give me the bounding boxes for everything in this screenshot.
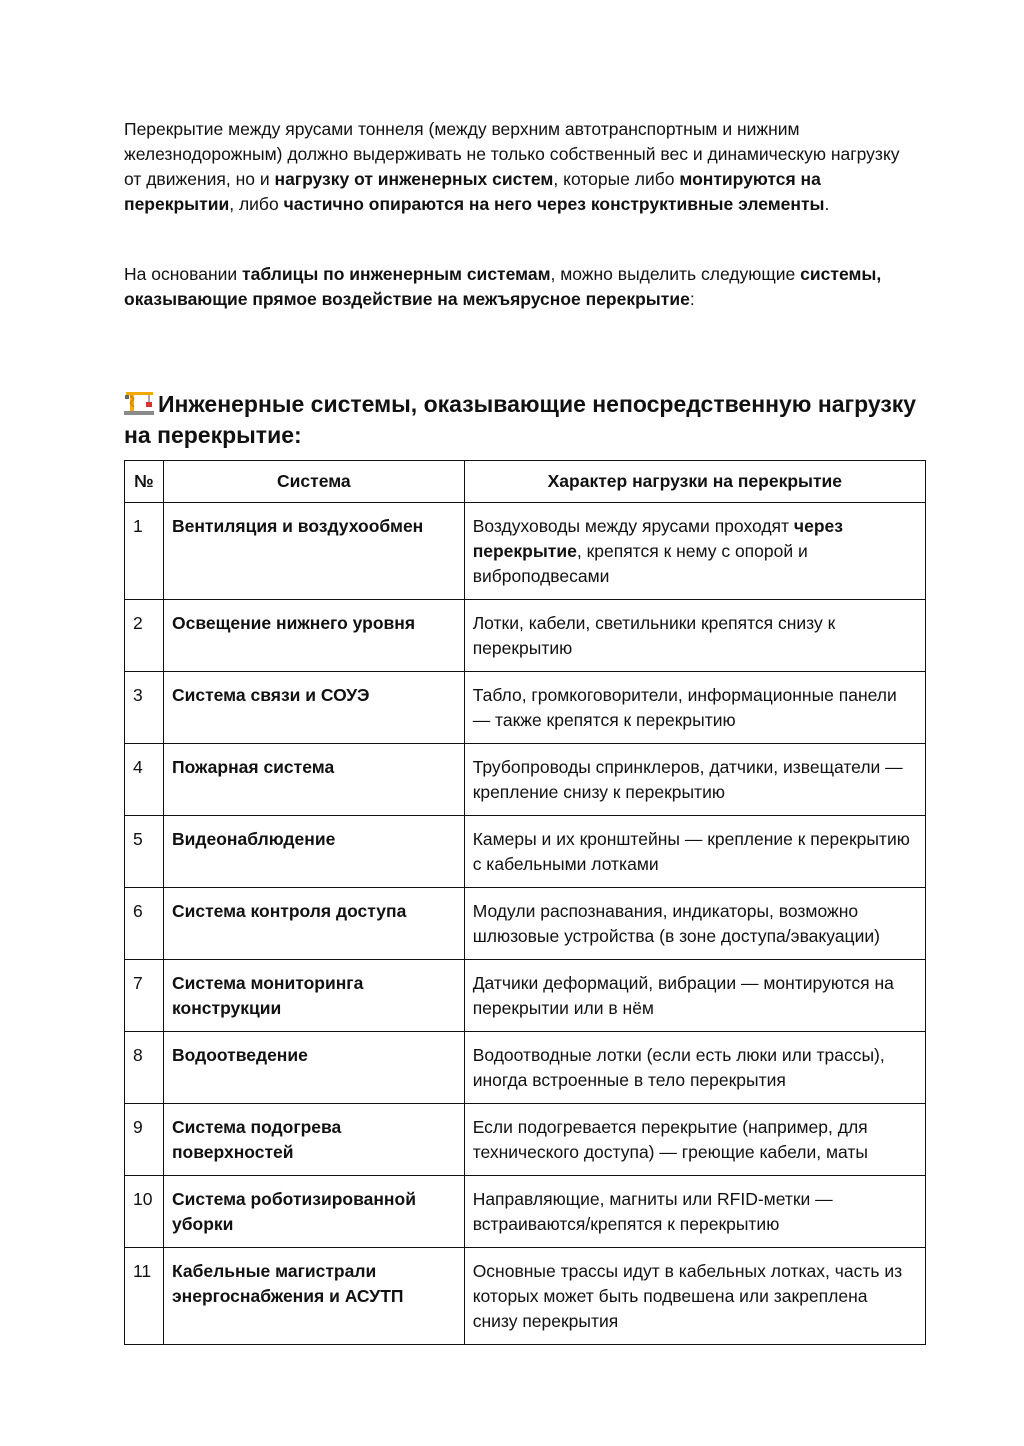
load-description: Если подогревается перекрытие (например, для технического доступа) — греющие кабели, маты [472, 1117, 868, 1162]
system-name: Водоотведение [171, 1045, 308, 1065]
load-cell [464, 888, 925, 960]
load-cell [464, 1176, 925, 1248]
system-cell [163, 744, 464, 816]
load-description: Модули распознавания, индикаторы, возможно шлюзовые устройства (в зоне доступа/эвакуации) [472, 901, 880, 946]
load-description: Водоотводные лотки (если есть люки или трассы), иногда встроенные в тело перекрытия [472, 1045, 885, 1090]
load-description: Камеры и их кронштейны — крепление к перекрытию с кабельными лотками [472, 829, 910, 874]
row-number: 5 [133, 829, 143, 849]
row-number-cell [125, 816, 164, 888]
load-description: Основные трассы идут в кабельных лотках, часть из которых может быть подвешена или закреплена снизу перекрытия [472, 1261, 903, 1331]
row-number: 11 [133, 1261, 152, 1281]
engineering-systems-table [124, 460, 926, 1345]
load-description: Направляющие, магниты или RFID-метки — встраиваются/крепятся к перекрытию [472, 1189, 833, 1234]
system-name: Пожарная система [171, 757, 335, 777]
system-cell [163, 1032, 464, 1104]
table-row [125, 503, 926, 600]
row-number-cell [125, 960, 164, 1032]
row-number: 7 [133, 973, 143, 993]
table-row [125, 600, 926, 672]
system-cell [163, 1104, 464, 1176]
system-name: Система связи и СОУЭ [171, 685, 370, 705]
table-header-row [125, 461, 926, 503]
paragraph-text: Перекрытие между ярусами тоннеля (между верхним автотранспортным и нижним железнодорожным) должно выдерживать не только собственный вес и динамическую нагрузку от движения, но и [124, 119, 900, 189]
load-description [465, 503, 925, 599]
load-cell [464, 1104, 925, 1176]
header-number: № [125, 461, 164, 503]
paragraph-text: . [824, 194, 830, 214]
load-bold-text: через перекрытие [472, 516, 843, 561]
table-row [125, 888, 926, 960]
load-cell [464, 1032, 925, 1104]
load-cell [464, 1248, 925, 1345]
section-heading [124, 389, 924, 451]
load-cell [464, 960, 925, 1032]
table-row [125, 1248, 926, 1345]
paragraph-bold-text: частично опираются на него через конструктивные элементы [283, 194, 825, 214]
load-cell [464, 672, 925, 744]
system-cell [163, 816, 464, 888]
second-paragraph [124, 262, 914, 312]
header-load: Характер нагрузки на перекрытие [464, 461, 925, 503]
paragraph-text: На основании [124, 264, 243, 284]
system-name: Система подогрева поверхностей [171, 1117, 342, 1162]
table-row [125, 816, 926, 888]
row-number-cell [125, 503, 164, 600]
table-row [125, 1176, 926, 1248]
system-name: Вентиляция и воздухообмен [171, 516, 424, 536]
paragraph-bold-text: монтируются на перекрытии [124, 169, 821, 214]
table-row [125, 1104, 926, 1176]
load-cell [464, 816, 925, 888]
row-number-cell [125, 1176, 164, 1248]
table-row [125, 960, 926, 1032]
row-number-cell [125, 672, 164, 744]
paragraph-text: , можно выделить следующие [550, 264, 801, 284]
table-row [125, 744, 926, 816]
paragraph-bold-text: нагрузку от инженерных систем [274, 169, 554, 189]
load-description: Датчики деформаций, вибрации — монтируются на перекрытии или в нём [472, 973, 894, 1018]
paragraph-bold-text: системы, оказывающие прямое воздействие на межъярусное перекрытие [124, 264, 882, 309]
row-number: 2 [133, 613, 143, 633]
table-row [125, 672, 926, 744]
system-name: Кабельные магистрали энергоснабжения и АСУТП [171, 1261, 404, 1306]
system-cell [163, 888, 464, 960]
system-cell [163, 600, 464, 672]
paragraph-bold-text: таблицы по инженерным системам [242, 264, 551, 284]
system-name: Система мониторинга конструкции [171, 973, 364, 1018]
load-description: Трубопроводы спринклеров, датчики, извещатели — крепление снизу к перекрытию [472, 757, 903, 802]
intro-paragraph [124, 117, 914, 217]
load-text: , крепятся к нему с опорой и виброподвесами [472, 541, 808, 586]
load-description: Табло, громкоговорители, информационные панели — также крепятся к перекрытию [472, 685, 897, 730]
system-cell [163, 672, 464, 744]
system-cell [163, 503, 464, 600]
load-cell [464, 744, 925, 816]
row-number-cell [125, 744, 164, 816]
system-name: Освещение нижнего уровня [171, 613, 416, 633]
row-number: 3 [133, 685, 143, 705]
row-number-cell [125, 600, 164, 672]
row-number-cell [125, 888, 164, 960]
crane-icon [124, 389, 154, 415]
load-cell [464, 503, 925, 600]
paragraph-text: : [689, 289, 695, 309]
paragraph-text: , либо [229, 194, 284, 214]
system-cell [163, 960, 464, 1032]
row-number-cell [125, 1032, 164, 1104]
system-name: Система контроля доступа [171, 901, 407, 921]
row-number-cell [125, 1248, 164, 1345]
load-description: Лотки, кабели, светильники крепятся снизу к перекрытию [472, 613, 836, 658]
row-number: 1 [133, 516, 143, 536]
system-cell [163, 1248, 464, 1345]
heading-text: Инженерные системы, оказывающие непосредственную нагрузку на перекрытие: [124, 391, 917, 448]
paragraph-text: , которые либо [553, 169, 680, 189]
system-name: Система роботизированной уборки [171, 1189, 416, 1234]
row-number: 4 [133, 757, 143, 777]
row-number: 10 [133, 1189, 153, 1209]
row-number: 8 [133, 1045, 143, 1065]
load-text: Воздуховоды между ярусами проходят [472, 516, 794, 536]
system-name: Видеонаблюдение [171, 829, 336, 849]
row-number: 9 [133, 1117, 143, 1137]
system-cell [163, 1176, 464, 1248]
header-system: Система [163, 461, 464, 503]
table-row [125, 1032, 926, 1104]
row-number: 6 [133, 901, 143, 921]
row-number-cell [125, 1104, 164, 1176]
load-cell [464, 600, 925, 672]
